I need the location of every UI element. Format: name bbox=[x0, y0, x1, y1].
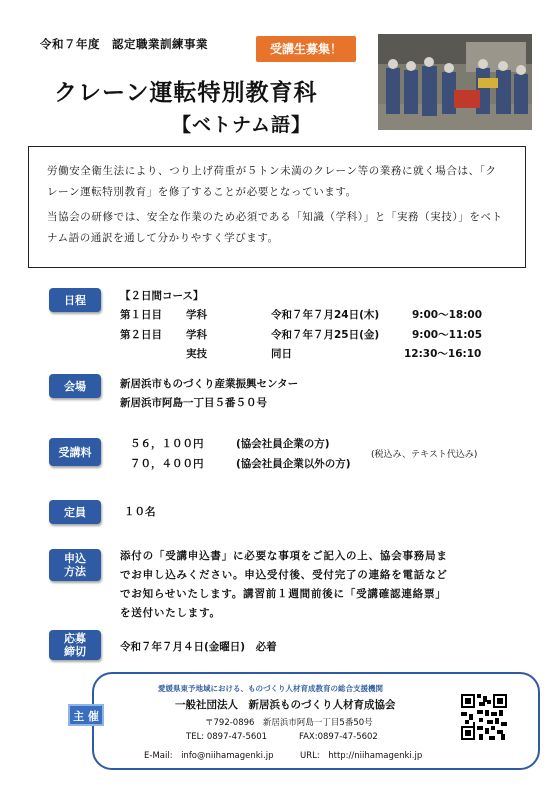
fee-nonmember-note: (協会社員企業以外の方) bbox=[236, 458, 351, 470]
schedule-date-1: 令和７年７月24日(木) bbox=[271, 309, 380, 321]
capacity-label: 定員 bbox=[49, 500, 101, 524]
schedule-label: 日程 bbox=[49, 288, 101, 312]
schedule-date-3: 同日 bbox=[271, 348, 292, 360]
fee-member-price: ５６，１００円 bbox=[130, 438, 204, 450]
schedule-type-1: 学科 bbox=[186, 309, 207, 321]
deadline-label-line-1: 応募 bbox=[64, 632, 86, 645]
intro-paragraph-2: 当協会の研修では、安全な作業のため必須である「知識（学科）」と「実務（実技）」をベトナム語の通訳を通して分かりやすく学びます。 bbox=[47, 211, 503, 244]
schedule-time-3: 12:30～16:10 bbox=[404, 348, 482, 360]
venue-address: 新居浜市阿島一丁目５番５０号 bbox=[120, 397, 267, 409]
deadline-label-line-2: 締切 bbox=[64, 645, 86, 658]
deadline-value: 令和７年７月４日(金曜日) 必着 bbox=[120, 641, 277, 653]
apply-label-line-2: 方法 bbox=[64, 565, 86, 578]
apply-instructions bbox=[120, 547, 448, 623]
schedule-time-1: 9:00～18:00 bbox=[412, 309, 483, 321]
organizer-tel: TEL: 0897-47-5601 bbox=[186, 732, 268, 742]
fee-tax-note: (税込み、テキスト代込み) bbox=[371, 450, 478, 460]
apply-label bbox=[49, 549, 101, 581]
course-length: 【２日間コース】 bbox=[120, 290, 204, 302]
schedule-time-2: 9:00～11:05 bbox=[412, 329, 483, 341]
training-photo bbox=[378, 34, 532, 130]
schedule-date-2: 令和７年７月25日(金) bbox=[271, 329, 380, 341]
capacity-value: １０名 bbox=[124, 506, 156, 518]
qr-code bbox=[461, 694, 507, 740]
fee-nonmember-price: ７０，４００円 bbox=[130, 458, 204, 470]
organizer-email[interactable]: E-Mail: info@niihamagenki.jp bbox=[144, 751, 274, 761]
intro-box bbox=[28, 146, 526, 268]
organizer-name: 一般社団法人 新居浜ものづくり人材育成協会 bbox=[175, 699, 396, 711]
schedule-type-2: 学科 bbox=[186, 329, 207, 341]
fee-label: 受講料 bbox=[49, 438, 101, 466]
schedule-type-3: 実技 bbox=[186, 348, 207, 360]
organizer-fax: FAX:0897-47-5602 bbox=[299, 732, 378, 742]
venue-label: 会場 bbox=[49, 374, 101, 398]
language-subtitle: 【ベトナム語】 bbox=[172, 114, 312, 136]
program-name: 令和７年度 認定職業訓練事業 bbox=[40, 37, 208, 51]
intro-paragraph-1: 労働安全衛生法により、つり上げ荷重が５トン未満のクレーン等の業務に就く場合は、「クレーン運転特別教育」を修了することが必要となっています。 bbox=[47, 165, 497, 198]
deadline-label bbox=[49, 630, 101, 660]
page-title: クレーン運転特別教育科 bbox=[54, 80, 318, 106]
organizer-url[interactable]: URL: http://niihamagenki.jp bbox=[300, 751, 423, 761]
organizer-tagline: 愛媛県東予地域における、ものづくり人材育成教育の総合支援機関 bbox=[158, 684, 383, 693]
apply-label-line-1: 申込 bbox=[64, 552, 86, 565]
host-label: 主 催 bbox=[68, 704, 104, 726]
apply-line: 添付の「受講申込書」に必要な事項をご記入の上、協会事務局ま bbox=[120, 550, 448, 562]
schedule-day-2: 第２日目 bbox=[120, 329, 162, 341]
venue-name: 新居浜市ものづくり産業振興センター bbox=[120, 378, 299, 390]
apply-line: でお知らせいたします。講習前１週間前後に「受講確認連絡票」 bbox=[120, 588, 447, 600]
organizer-postal: 〒792-0896 新居浜市阿島一丁目5番50号 bbox=[205, 718, 373, 728]
fee-member-note: (協会社員企業の方) bbox=[236, 438, 330, 450]
apply-line: を送付いたします。 bbox=[120, 607, 221, 619]
schedule-day-1: 第１日目 bbox=[120, 309, 162, 321]
apply-line: でお申し込みください。申込受付後、受付完了の連絡を電話など bbox=[120, 569, 448, 581]
recruiting-badge: 受講生募集！ bbox=[256, 36, 356, 62]
